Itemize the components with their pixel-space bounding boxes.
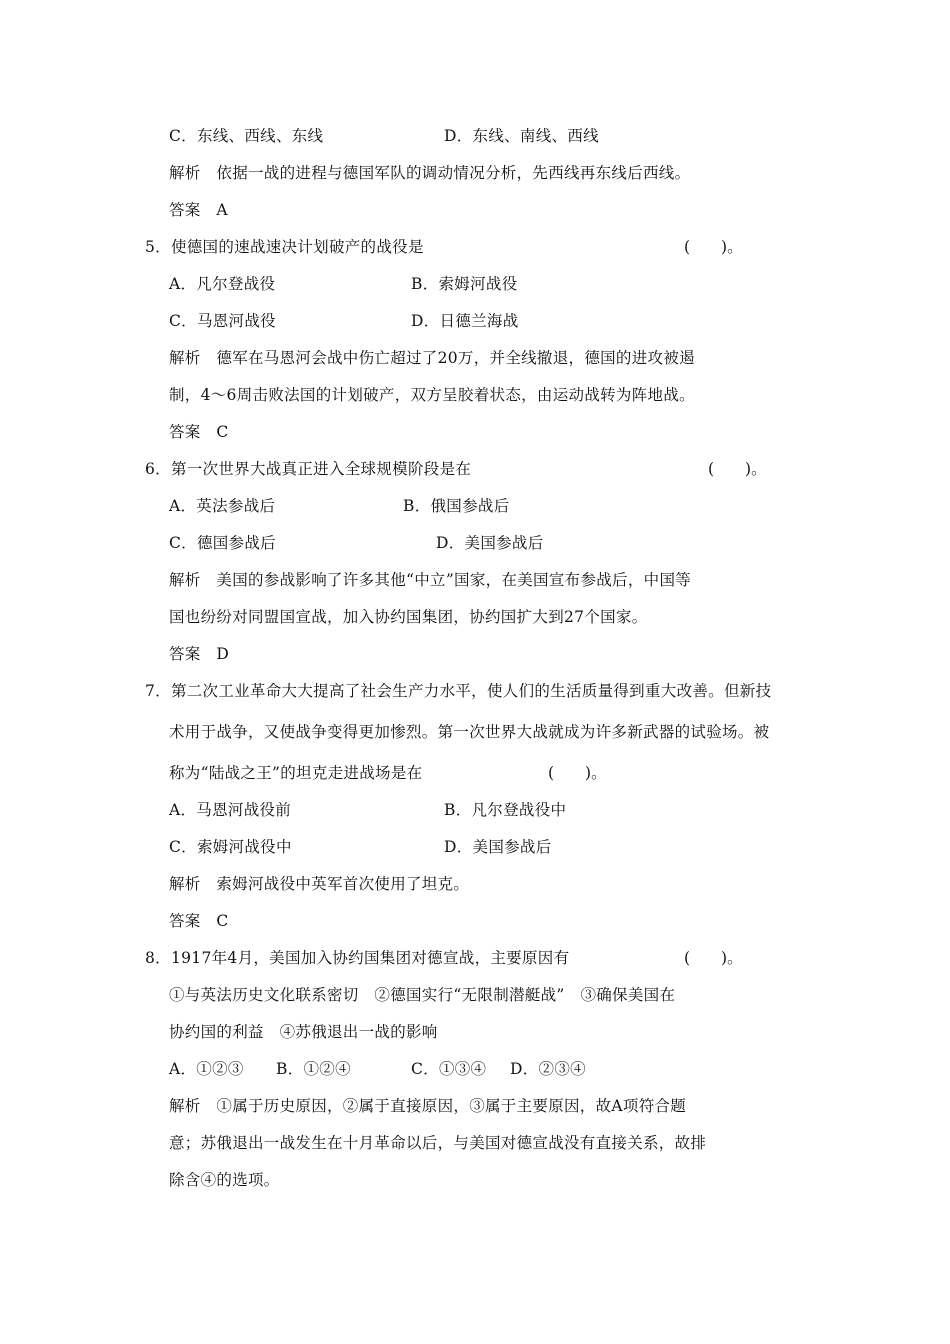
q8-analysis-line-1: 解析 ①属于历史原因，②属于直接原因，③属于主要原因，故A项符合题 — [169, 1097, 687, 1115]
q6-option-d: D．美国参战后 — [436, 534, 544, 552]
q7-answer-blank: ( )。 — [548, 764, 607, 782]
q8-option-d: D．②③④ — [510, 1060, 586, 1078]
q5-analysis-line-1: 解析 德军在马恩河会战中伤亡超过了20万，并全线撤退，德国的进攻被遏 — [169, 349, 695, 367]
q5-stem: 5．使德国的速战速决计划破产的战役是 — [145, 238, 424, 256]
q8-option-c: C．①③④ — [411, 1060, 487, 1078]
q8-stem: 8．1917年4月，美国加入协约国集团对德宣战，主要原因有 — [145, 949, 570, 967]
q6-answer: 答案 D — [169, 645, 230, 663]
q7-option-c: C．索姆河战役中 — [169, 838, 292, 856]
q6-answer-blank: ( )。 — [708, 460, 767, 478]
q4-analysis: 解析 依据一战的进程与德国军队的调动情况分析，先西线再东线后西线。 — [169, 164, 691, 182]
q8-answer-blank: ( )。 — [684, 949, 743, 967]
q7-answer: 答案 C — [169, 912, 229, 930]
q5-option-a: A．凡尔登战役 — [169, 275, 276, 293]
q8-analysis-line-3: 除含④的选项。 — [169, 1171, 280, 1189]
q6-analysis-line-2: 国也纷纷对同盟国宣战，加入协约国集团，协约国扩大到27个国家。 — [169, 608, 648, 626]
q7-option-b: B．凡尔登战役中 — [444, 801, 567, 819]
q7-option-a: A．马恩河战役前 — [169, 801, 292, 819]
q7-stem-line-2: 术用于战争，又使战争变得更加惨烈。第一次世界大战就成为许多新武器的试验场。被 — [169, 723, 770, 741]
q7-option-d: D．美国参战后 — [444, 838, 552, 856]
q4-option-d: D．东线、南线、西线 — [444, 127, 599, 145]
q7-stem-line-3: 称为“陆战之王”的坦克走进战场是在 — [169, 764, 423, 782]
q6-analysis-line-1: 解析 美国的参战影响了许多其他“中立”国家，在美国宣布参战后，中国等 — [169, 571, 692, 589]
q8-items-line-1: ①与英法历史文化联系密切 ②德国实行“无限制潜艇战” ③确保美国在 — [169, 986, 676, 1004]
q7-analysis: 解析 索姆河战役中英军首次使用了坦克。 — [169, 875, 470, 893]
q7-stem-line-1: 7．第二次工业革命大大提高了社会生产力水平，使人们的生活质量得到重大改善。但新技 — [145, 682, 772, 700]
q4-option-c: C．东线、西线、东线 — [169, 127, 324, 145]
q8-items-line-2: 协约国的利益 ④苏俄退出一战的影响 — [169, 1023, 438, 1041]
q8-option-a: A．①②③ — [169, 1060, 244, 1078]
q8-option-b: B．①②④ — [276, 1060, 351, 1078]
q5-analysis-line-2: 制，4～6周击败法国的计划破产，双方呈胶着状态，由运动战转为阵地战。 — [169, 386, 695, 404]
q6-option-c: C．德国参战后 — [169, 534, 276, 552]
q4-answer: 答案 A — [169, 201, 228, 219]
q8-analysis-line-2: 意；苏俄退出一战发生在十月革命以后，与美国对德宣战没有直接关系，故排 — [169, 1134, 707, 1152]
q6-option-a: A．英法参战后 — [169, 497, 276, 515]
q6-stem: 6．第一次世界大战真正进入全球规模阶段是在 — [145, 460, 472, 478]
q6-option-b: B．俄国参战后 — [403, 497, 510, 515]
q5-option-c: C．马恩河战役 — [169, 312, 276, 330]
q5-option-d: D．日德兰海战 — [411, 312, 519, 330]
q5-answer-blank: ( )。 — [684, 238, 743, 256]
q5-answer: 答案 C — [169, 423, 229, 441]
q5-option-b: B．索姆河战役 — [411, 275, 518, 293]
